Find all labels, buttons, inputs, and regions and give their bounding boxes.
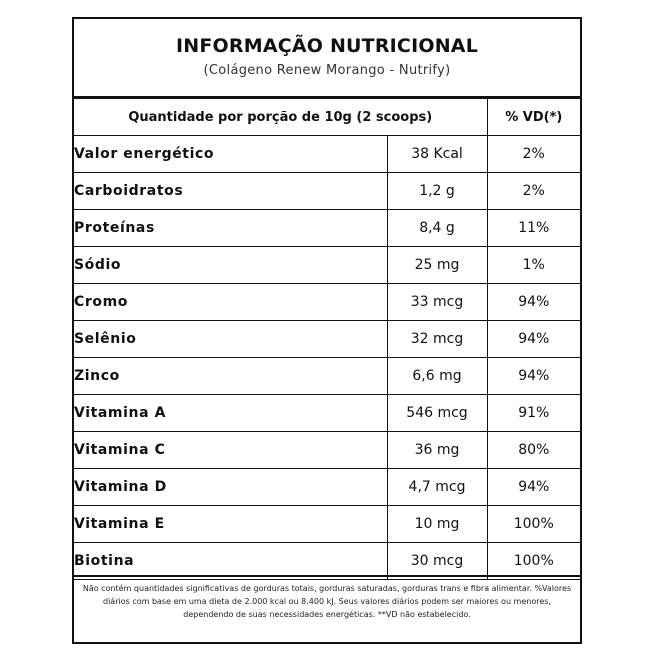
nutrient-amount: 4,7 mcg — [387, 469, 487, 506]
nutrient-amount: 10 mg — [387, 506, 487, 543]
nutrient-amount: 36 mg — [387, 432, 487, 469]
nutrient-name: Carboidratos — [74, 173, 387, 210]
nutrient-daily-value: 94% — [487, 469, 580, 506]
nutrient-daily-value: 100% — [487, 506, 580, 543]
table-row — [74, 284, 580, 321]
nutrient-daily-value: 1% — [487, 247, 580, 284]
nutrient-daily-value: 80% — [487, 432, 580, 469]
table-row — [74, 432, 580, 469]
nutrient-name: Proteínas — [74, 210, 387, 247]
table-row — [74, 506, 580, 543]
product-subtitle: (Colágeno Renew Morango - Nutrify) — [203, 63, 451, 78]
nutrient-name: Vitamina C — [74, 432, 387, 469]
table-row — [74, 136, 580, 173]
nutrient-name: Zinco — [74, 358, 387, 395]
label-title: INFORMAÇÃO NUTRICIONAL — [175, 35, 479, 57]
table-header-row — [74, 99, 580, 136]
nutrition-facts-label — [72, 17, 582, 644]
nutrient-name: Vitamina A — [74, 395, 387, 432]
nutrient-daily-value: 94% — [487, 358, 580, 395]
nutrient-amount: 546 mcg — [387, 395, 487, 432]
table-row — [74, 210, 580, 247]
table-row — [74, 358, 580, 395]
table-row — [74, 395, 580, 432]
footnote: Não contém quantidades significativas de gorduras totais, gorduras saturadas, gorduras trans e fibra alimentar. %Valores diários com base em uma dieta de 2.000 kcal ou 8.400 kJ. Seus valores diários podem ser maiores ou menores, dependendo de suas necessidades energéticas. **VD não estabelecido. — [74, 575, 580, 621]
nutrient-amount: 30 mcg — [387, 543, 487, 580]
table-row — [74, 543, 580, 580]
nutrient-name: Biotina — [74, 543, 387, 580]
portion-header: Quantidade por porção de 10g (2 scoops) — [74, 99, 487, 136]
nutrient-amount: 38 Kcal — [387, 136, 487, 173]
nutrient-daily-value: 94% — [487, 321, 580, 358]
label-header — [74, 19, 580, 96]
nutrient-amount: 32 mcg — [387, 321, 487, 358]
nutrition-table — [74, 99, 580, 580]
nutrient-amount: 8,4 g — [387, 210, 487, 247]
vd-header: % VD(*) — [487, 99, 580, 136]
nutrient-daily-value: 11% — [487, 210, 580, 247]
nutrient-amount: 33 mcg — [387, 284, 487, 321]
nutrient-name: Cromo — [74, 284, 387, 321]
nutrient-daily-value: 100% — [487, 543, 580, 580]
nutrient-amount: 25 mg — [387, 247, 487, 284]
table-row — [74, 247, 580, 284]
nutrient-daily-value: 2% — [487, 173, 580, 210]
nutrient-daily-value: 94% — [487, 284, 580, 321]
nutrient-rows — [74, 136, 580, 580]
nutrient-name: Selênio — [74, 321, 387, 358]
nutrient-amount: 6,6 mg — [387, 358, 487, 395]
nutrient-name: Sódio — [74, 247, 387, 284]
nutrient-daily-value: 91% — [487, 395, 580, 432]
nutrient-name: Vitamina E — [74, 506, 387, 543]
nutrient-daily-value: 2% — [487, 136, 580, 173]
table-row — [74, 469, 580, 506]
nutrient-amount: 1,2 g — [387, 173, 487, 210]
table-row — [74, 173, 580, 210]
nutrient-name: Vitamina D — [74, 469, 387, 506]
nutrient-name: Valor energético — [74, 136, 387, 173]
table-row — [74, 321, 580, 358]
